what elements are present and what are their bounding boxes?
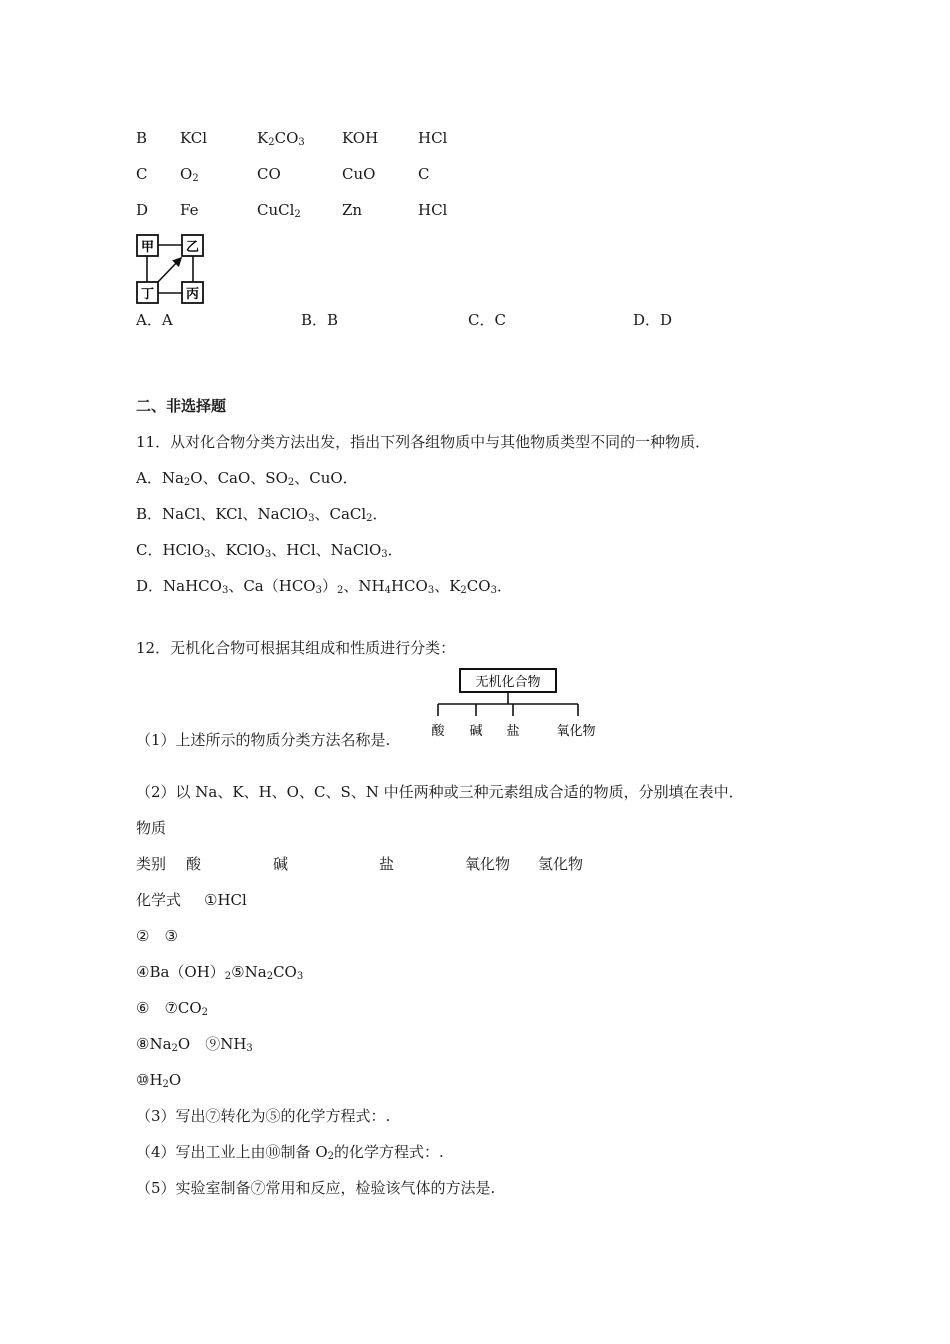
formula-1: ①HCl [204,891,247,909]
category-salt: 盐 [379,855,395,873]
q12-part3: （3）写出⑦转化为⑤的化学方程式：. [136,1107,391,1125]
option-b[interactable]: B．B [301,311,339,329]
q11-stem: 11．从对化合物分类方法出发，指出下列各组物质中与其他物质类型不同的一种物质． [136,433,711,451]
arrow-ding-to-yi [156,258,181,284]
reaction-square-diagram [136,234,206,304]
option-d[interactable]: D．D [633,311,673,329]
row-c-label: C [136,165,148,183]
category-acid: 酸 [186,855,202,873]
row-d-col2: CuCl$_2$ [257,201,301,220]
row-c-col2: CO [257,165,281,183]
q11-option-d: D．NaHCO$_3$、$Ca(HCO_3)_2$、$NH_4HCO_3$、$K_2CO_3$． [136,577,512,596]
q12-stem: 12．无机化合物可根据其组成和性质进行分类： [136,639,456,657]
row-c-col3: CuO [342,165,376,183]
classification-tree-diagram [420,666,610,744]
tree-leaf-base: 碱 [469,724,483,739]
category-oxide: 氧化物 [465,855,511,873]
q12-part5: （5）实验室制备⑦常用和反应，检验该气体的方法是. [136,1179,496,1197]
tree-leaf-salt: 盐 [506,724,520,739]
row-b-col3: KOH [342,129,379,147]
row-d-col1: Fe [180,201,199,219]
formula-label: 化学式 [136,891,182,909]
category-base: 碱 [273,855,289,873]
row-b-col1: KCl [180,129,208,147]
category-hydride: 氢化物 [538,855,584,873]
row-b-label: B [136,129,148,147]
tree-leaf-acid: 酸 [431,724,445,739]
q12-part4: （4）写出工业上由⑩制备 $O_2$的化学方程式：. [136,1143,444,1162]
q12-part2: （2）以 Na、K、H、O、C、S、N 中任两种或三种元素组成合适的物质，分别填在表中． [136,783,744,801]
formula-row-8-9: $⑧Na_2O$ $⑨NH_3$ [136,1035,253,1054]
option-c[interactable]: C．C [468,311,506,329]
label-bing: 丙 [185,287,200,302]
label-ding: 丁 [140,287,155,302]
label-yi: 乙 [185,240,200,255]
formula-row-10: $⑩H_2O$ [136,1071,182,1090]
row-b-col4: HCl [418,129,448,147]
formula-row-6-7: ⑥ $⑦CO_2$ [136,999,209,1018]
row-d-col4: HCl [418,201,448,219]
q11-option-c: C．HClO$_3$、KClO$_3$、HCl、NaClO$_3$． [136,541,403,560]
row-c-col1: $O_2$ [180,165,199,184]
table-header-top: 物质 [136,819,167,837]
tree-leaf-oxide: 氧化物 [556,724,596,739]
row-b-col2: $K_2CO_3$ [257,129,305,148]
section-title: 二、非选择题 [136,397,227,415]
q12-part1: （1）上述所示的物质分类方法名称是. [136,731,391,749]
formula-row-2-3: ② ③ [136,927,178,945]
row-c-col4: C [418,165,430,183]
option-a[interactable]: A．A [136,311,173,329]
q11-option-b: B．NaCl、KCl、NaClO$_3$、CaCl$_2$． [136,505,388,524]
row-d-col3: Zn [342,201,363,219]
row-d-label: D [136,201,149,219]
label-jia: 甲 [140,240,155,255]
table-category-label: 类别 [136,855,167,873]
q11-option-a: A．$Na_2O$、CaO、$SO_2$、CuO． [136,469,358,488]
formula-row-4-5: $④Ba(OH)_2⑤Na_2CO_3$ [136,963,304,982]
tree-root-label: 无机化合物 [475,675,541,690]
